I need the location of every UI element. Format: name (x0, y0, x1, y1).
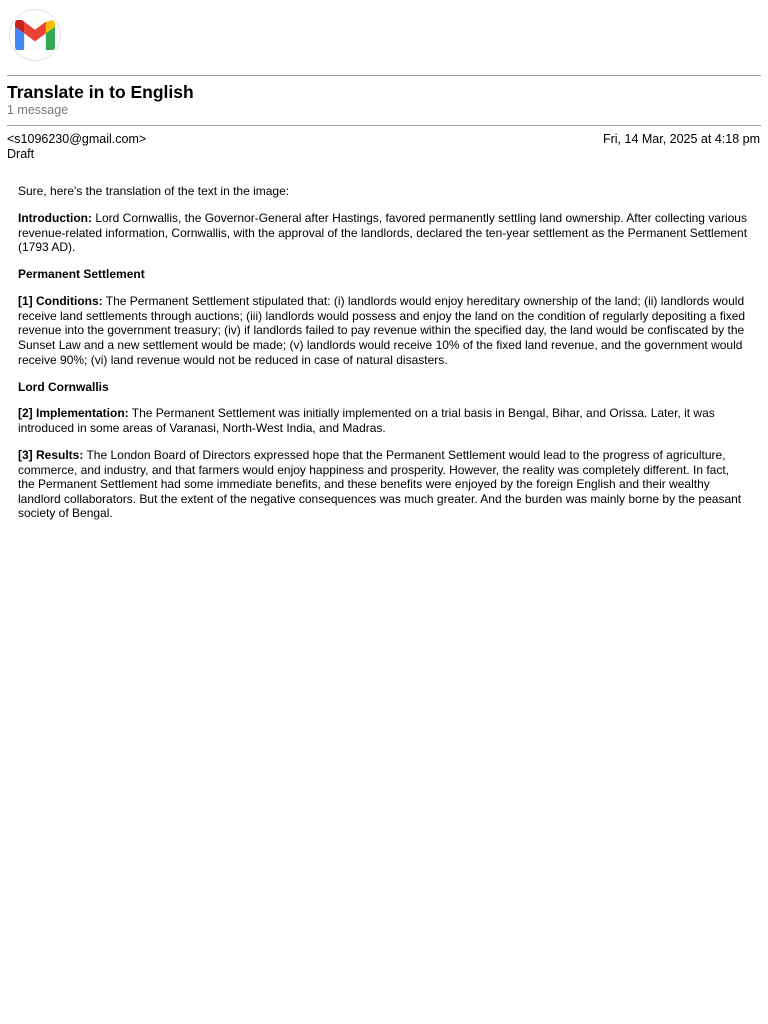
heading-lord-cornwallis: Lord Cornwallis (18, 379, 109, 394)
draft-label: Draft (7, 147, 35, 161)
email-date: Fri, 14 Mar, 2025 at 4:18 pm (602, 132, 760, 146)
gmail-logo-icon (15, 20, 55, 50)
email-subject: Translate in to English (7, 82, 194, 102)
heading-permanent-settlement: Permanent Settlement (18, 267, 145, 282)
gmail-logo (9, 9, 61, 61)
results-text: The London Board of Directors expressed hope that the Permanent Settlement would lead to the progress of agriculture, commerce, and industry, and that farmers would enjoy happiness and prosperity. However, the reality was completely different. In fact, the Permanent Settlement had some immediate benefits, and these benefits were enjoyed by the foreign English and their wealthy landlord collaborators. But the extent of the negative consequences was much greater. And the burden was mainly borne by the peasant society of Bengal. (18, 448, 742, 521)
conditions-text: The Permanent Settlement stipulated that: (i) landlords would enjoy hereditary ownership of the land; (ii) landlords would receive land settlements through auctions; (iii) landlords would possess and enjoy the land on the condition of regularly depositing a fixed revenue into the government treasury; (iv) if landlords failed to pay revenue within the specified day, the land would be confiscated by the Sunset Law and a new settlement would be made; (v) landlords would receive 10% of the fixed land revenue, and the government would receive 90%; (vi) land revenue would not be reduced in case of natural disasters. (18, 294, 746, 367)
intro-line: Sure, here's the translation of the text in the image: (18, 184, 290, 198)
results-paragraph (18, 448, 748, 521)
sender-address: <s1096230@gmail.com> (7, 132, 147, 146)
header-divider (7, 75, 761, 76)
implementation-paragraph (18, 406, 748, 435)
conditions-paragraph (18, 294, 748, 367)
implementation-label: [2] Implementation: (18, 406, 129, 421)
results-label: [3] Results: (18, 448, 84, 463)
implementation-text: The Permanent Settlement was initially implemented on a trial basis in Bengal, Bihar, and Orissa. Later, it was introduced in some areas of Varanasi, North-West India, and Madras. (18, 406, 715, 436)
subject-divider (7, 125, 761, 126)
introduction-text: Lord Cornwallis, the Governor-General after Hastings, favored permanently settling land ownership. After collecting various revenue-related information, Cornwallis, with the approval of the landlords, declared the ten-year settlement as the Permanent Settlement (1793 AD). (18, 210, 748, 255)
message-count: 1 message (7, 103, 69, 117)
introduction-paragraph (18, 211, 748, 255)
conditions-label: [1] Conditions: (18, 294, 103, 309)
introduction-label: Introduction: (18, 210, 92, 225)
email-body (18, 184, 748, 533)
